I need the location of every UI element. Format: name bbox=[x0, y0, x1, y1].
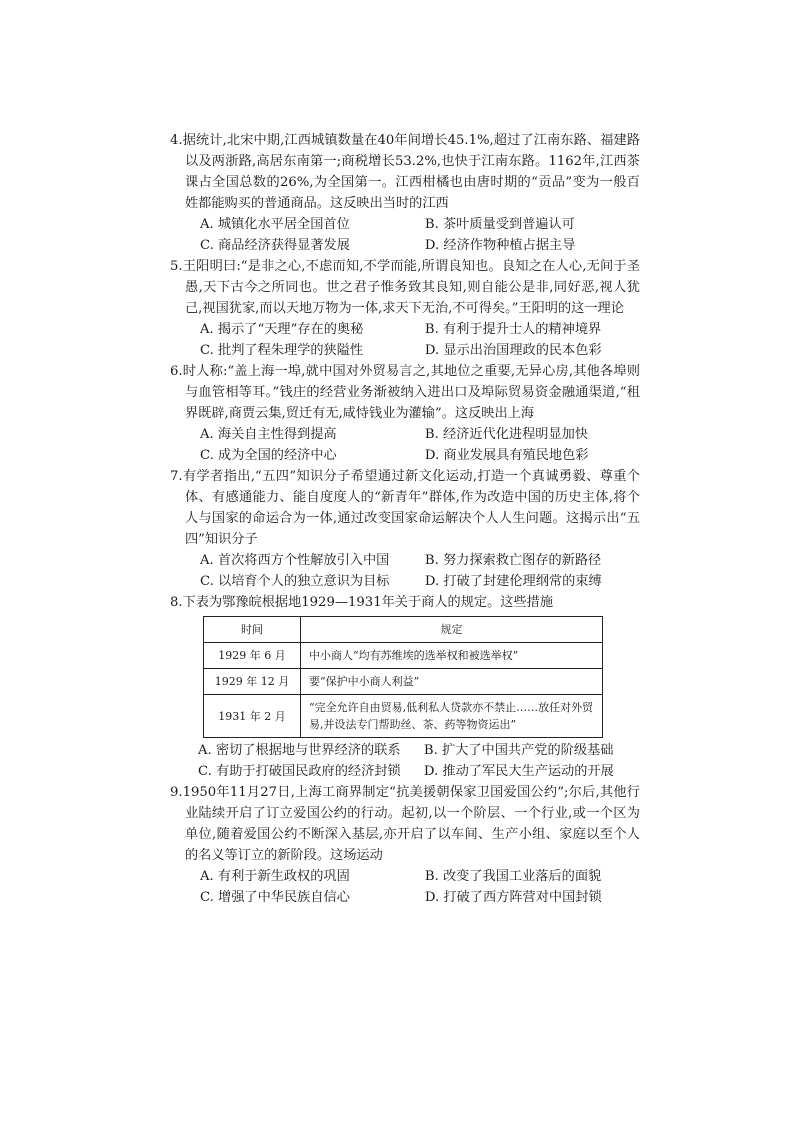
option-c[interactable]: C. 成为全国的经济中心 bbox=[200, 448, 337, 463]
option-d[interactable]: D. 商业发展具有殖民地色彩 bbox=[424, 448, 589, 463]
table-row bbox=[204, 643, 603, 669]
question-stem: 下表为鄂豫皖根据地1929—1931年关于商人的规定。这些措施 bbox=[182, 595, 554, 610]
question-stem: 时人称:“盖上海一埠,就中国对外贸易言之,其地位之重要,无异心房,其他各埠则与血管相等耳。”钱庄的经营业务渐被纳入进出口及埠际贸易资金融通渠道,“租界既辟,商贾云集,贸迁有无,咸恃钱业为灌输”。这反映出上海 bbox=[182, 364, 640, 421]
option-c[interactable]: C. 有助于打破国民政府的经济封锁 bbox=[198, 764, 401, 779]
question-stem: 有学者指出,“五四”知识分子希望通过新文化运动,打造一个真诚勇毅、尊重个体、有感通能力、能自度度人的“新青年”群体,作为改造中国的历史主体,将个人与国家的命运合为一体,通过改变国家命运解决个人人生问题。这揭示出“五四”知识分子 bbox=[182, 469, 640, 547]
option-c[interactable]: C. 增强了中华民族自信心 bbox=[200, 890, 350, 905]
question-4 bbox=[170, 130, 640, 256]
option-a[interactable]: A. 有利于新生政权的巩固 bbox=[200, 869, 350, 884]
question-9-text bbox=[170, 782, 640, 866]
table-header-row bbox=[204, 617, 603, 643]
table-cell-time: 1931 年 2 月 bbox=[204, 695, 301, 738]
options bbox=[170, 866, 640, 908]
option-b[interactable]: B. 改变了我国工业落后的面貌 bbox=[424, 869, 602, 884]
table-cell-time: 1929 年 12 月 bbox=[204, 669, 301, 695]
option-a[interactable]: A. 海关自主性得到提高 bbox=[200, 427, 337, 442]
question-number: 7. bbox=[170, 469, 183, 484]
options bbox=[170, 550, 640, 592]
question-number: 8. bbox=[170, 595, 183, 610]
question-number: 6. bbox=[170, 364, 183, 379]
question-6 bbox=[170, 361, 640, 466]
question-9 bbox=[170, 782, 640, 908]
options bbox=[170, 740, 640, 782]
option-d[interactable]: D. 推动了军民大生产运动的开展 bbox=[423, 764, 614, 779]
option-b[interactable]: B. 有利于提升士人的精神境界 bbox=[424, 322, 602, 337]
question-7 bbox=[170, 466, 640, 592]
option-c[interactable]: C. 批判了程朱理学的狭隘性 bbox=[200, 343, 364, 358]
question-6-text bbox=[170, 361, 640, 424]
question-4-text bbox=[170, 130, 640, 214]
table-cell-time: 1929 年 6 月 bbox=[204, 643, 301, 669]
question-7-text bbox=[170, 466, 640, 550]
option-a[interactable]: A. 首次将西方个性解放引入中国 bbox=[200, 553, 390, 568]
table-cell-rule: 中小商人“均有苏维埃的选举权和被选举权” bbox=[301, 643, 603, 669]
table-row bbox=[204, 669, 603, 695]
question-list bbox=[170, 130, 640, 908]
table-header-time: 时间 bbox=[204, 617, 301, 643]
option-a[interactable]: A. 城镇化水平居全国首位 bbox=[200, 217, 350, 232]
merchant-rules-table bbox=[203, 616, 603, 738]
table-cell-rule: “完全允许自由贸易,低利私人贷款亦不禁止……放任对外贸易,并设法专门帮助丝、茶、药等物资运出” bbox=[301, 695, 603, 738]
question-stem: 王阳明曰:“是非之心,不虑而知,不学而能,所谓良知也。良知之在人心,无间于圣愚,天下古今之所同也。世之君子惟务致其良知,则自能公是非,同好恶,视人犹己,视国犹家,而以天地万物为一体,求天下无治,不可得矣。”王阳明的这一理论 bbox=[182, 259, 640, 316]
option-a[interactable]: A. 揭示了“天理”存在的奥秘 bbox=[200, 322, 364, 337]
table-row bbox=[204, 695, 603, 738]
option-b[interactable]: B. 茶叶质量受到普遍认可 bbox=[424, 217, 575, 232]
table-header-rule: 规定 bbox=[301, 617, 603, 643]
question-8-text bbox=[170, 592, 640, 613]
question-number: 5. bbox=[170, 259, 183, 274]
option-d[interactable]: D. 经济作物种植占据主导 bbox=[424, 238, 576, 253]
question-5 bbox=[170, 256, 640, 361]
table-cell-rule: 要“保护中小商人利益” bbox=[301, 669, 603, 695]
question-8 bbox=[170, 592, 640, 782]
option-c[interactable]: C. 商品经济获得显著发展 bbox=[200, 238, 350, 253]
option-b[interactable]: B. 扩大了中国共产党的阶级基础 bbox=[423, 743, 614, 758]
option-b[interactable]: B. 努力探索救亡图存的新路径 bbox=[424, 553, 602, 568]
option-a[interactable]: A. 密切了根据地与世界经济的联系 bbox=[198, 743, 401, 758]
question-number: 4. bbox=[170, 133, 183, 148]
option-c[interactable]: C. 以培育个人的独立意识为目标 bbox=[200, 574, 390, 589]
question-stem: 1950年11月27日,上海工商界制定“抗美援朝保家卫国爱国公约”;尔后,其他行业陆续开启了订立爱国公约的行动。起初,以一个阶层、一个行业,或一个区为单位,随着爱国公约不断深入基层,亦开启了以车间、生产小组、家庭以至个人的名义等订立的新阶段。这场运动 bbox=[182, 785, 640, 863]
option-d[interactable]: D. 打破了封建伦理纲常的束缚 bbox=[424, 574, 602, 589]
option-d[interactable]: D. 显示出治国理政的民本色彩 bbox=[424, 343, 602, 358]
option-d[interactable]: D. 打破了西方阵营对中国封锁 bbox=[424, 890, 602, 905]
question-number: 9. bbox=[170, 785, 183, 800]
question-stem: 据统计,北宋中期,江西城镇数量在40年间增长45.1%,超过了江南东路、福建路以及两浙路,高居东南第一;商税增长53.2%,也快于江南东路。1162年,江西茶课占全国总数的26%,为全国第一。江西柑橘也由唐时期的“贡品”变为一般百姓都能购买的普通商品。这反映出当时的江西 bbox=[182, 133, 640, 211]
question-5-text bbox=[170, 256, 640, 319]
options bbox=[170, 214, 640, 256]
options bbox=[170, 424, 640, 466]
options bbox=[170, 319, 640, 361]
option-b[interactable]: B. 经济近代化进程明显加快 bbox=[424, 427, 589, 442]
